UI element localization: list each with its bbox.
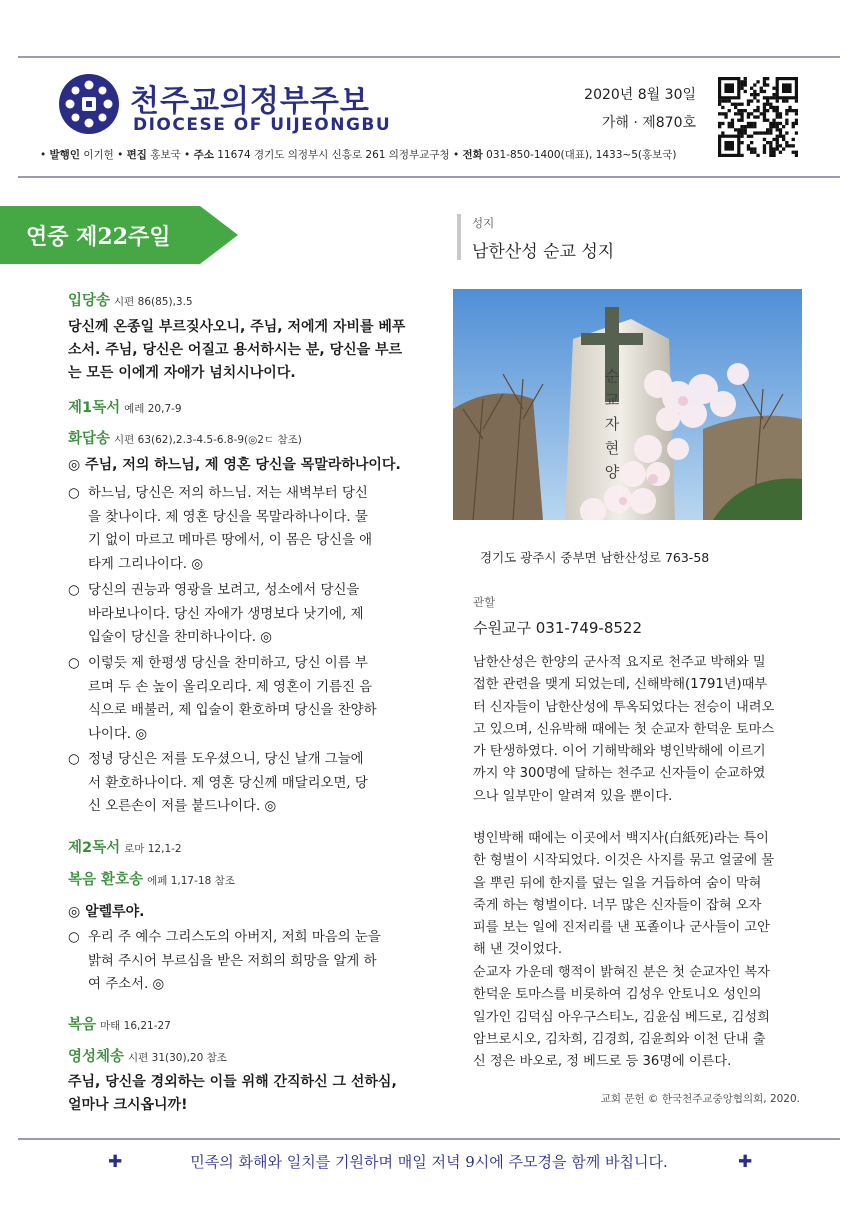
verse-line: 이렇듯 제 한평생 당신을 찬미하고, 당신 이름 부 bbox=[88, 656, 368, 671]
gospel-ref: 마태 16,21-27 bbox=[100, 1020, 171, 1032]
phone: 031-850-1400(대표), 1433~5(홍보국) bbox=[486, 149, 677, 161]
editor: 홍보국 bbox=[150, 149, 181, 161]
gospel-acclamation-label bbox=[68, 868, 235, 889]
inscription-char: 교 bbox=[604, 391, 620, 409]
publisher-label: 발행인 bbox=[49, 149, 80, 161]
verse-line: 타게 그리나이다. ◎ bbox=[88, 556, 204, 572]
phone-label: 전화 bbox=[462, 149, 483, 161]
source-credit: 교회 문헌 © 한국천주교중앙협의회, 2020. bbox=[600, 1093, 800, 1105]
psalm-label-text: 화답송 bbox=[68, 431, 111, 447]
first-reading-label bbox=[68, 396, 182, 417]
inscription-char: 자 bbox=[604, 415, 620, 433]
verse-line: 르며 두 손 높이 올리오리다. 제 영혼이 기름진 음 bbox=[88, 679, 373, 695]
communion-antiphon-label bbox=[68, 1045, 227, 1066]
verse-line: 을 찾나이다. 제 영혼 당신을 목말라하나이다. 물 bbox=[88, 509, 368, 525]
paragraph-line: 병인박해 때에는 이곳에서 백지사(白紙死)라는 특이 bbox=[473, 831, 769, 846]
paragraph-line: 을 뿌린 뒤에 한지를 덮는 일을 거듭하여 숨이 막혀 bbox=[473, 875, 762, 891]
publication-info: • 발행인 이기헌 • 편집 홍보국 • 주소 11674 경기도 의정부시 신흥로 261 의정부교구청 • 전화 031-850-1400(대표), 1433~5(홍보국) bbox=[40, 149, 677, 161]
week-title: 연중 제22주일 bbox=[26, 224, 171, 250]
entrance-label-text: 입당송 bbox=[68, 293, 111, 309]
cross-icon: ✚ bbox=[108, 1152, 123, 1172]
psalm-verse-3 bbox=[68, 652, 440, 746]
paragraph-line: 터 신자들이 남한산성에 투옥되었다는 전승이 내려오 bbox=[473, 699, 775, 715]
paragraph-line: 으나 일부만이 알려져 있을 뿐이다. bbox=[473, 788, 673, 804]
entrance-ref: 시편 86(85),3.5 bbox=[114, 296, 193, 308]
paragraph-line: 죽게 하는 형벌이다. 너무 많은 신자들이 잡혀 오자 bbox=[473, 897, 762, 913]
psalm-ref: 시편 63(62),2.3-4.5-6.8-9(◎2ㄷ 참조) bbox=[114, 434, 302, 446]
jurisdiction-label: 관할 bbox=[473, 595, 496, 609]
gospel-label-text: 복음 bbox=[68, 1017, 97, 1033]
verse-line: 바라보나이다. 당신 자애가 생명보다 낫기에, 제 bbox=[88, 606, 364, 622]
psalm-label bbox=[68, 427, 302, 448]
verse-line: 여 주소서. ◎ bbox=[88, 977, 165, 992]
gospel-acclamation-label-text: 복음 환호송 bbox=[68, 872, 144, 888]
verse-line: 신 오른손이 저를 붙드나이다. ◎ bbox=[88, 799, 277, 814]
gospel-acclamation-verse bbox=[68, 926, 440, 997]
verse-line: 나이다. ◎ bbox=[88, 726, 148, 742]
editor-label: 편집 bbox=[126, 149, 147, 161]
footer-rule bbox=[18, 1138, 840, 1140]
diocese-logo bbox=[58, 73, 120, 135]
verse-marker: ○ bbox=[68, 486, 80, 501]
verse-line: 식으로 배불러, 제 입술이 환호하며 당신을 찬양하 bbox=[88, 703, 377, 718]
category-bar bbox=[457, 214, 461, 260]
entrance-antiphon-text bbox=[68, 316, 438, 385]
inscription-char: 양 bbox=[604, 463, 620, 481]
first-reading-label-text: 제1독서 bbox=[68, 400, 121, 416]
paragraph-line: 해 낸 것이었다. bbox=[473, 942, 563, 958]
entrance-line: 소서. 주님, 당신은 어질고 용서하시는 분, 당신을 부르 bbox=[68, 342, 403, 358]
verse-marker: ○ bbox=[68, 583, 80, 598]
verse-line: 당신의 권능과 영광을 보려고, 성소에서 당신을 bbox=[88, 583, 360, 598]
second-reading-label bbox=[68, 836, 182, 857]
psalm-verse-1 bbox=[68, 482, 440, 576]
communion-line: 얼마나 크시옵니까! bbox=[68, 1097, 188, 1113]
category-label: 성지 bbox=[472, 216, 495, 230]
inscription-char: 현 bbox=[604, 439, 620, 457]
verse-line: 서 환호하나이다. 제 영혼 당신께 매달리오면, 당 bbox=[88, 775, 368, 791]
shrine-paragraph-3 bbox=[473, 962, 813, 1073]
psalm-response: ◎ 주님, 저의 하느님, 제 영혼 당신을 목말라하나이다. bbox=[68, 457, 401, 473]
communion-ref: 시편 31(30),20 참조 bbox=[128, 1052, 227, 1064]
issue-number: 가해 · 제870호 bbox=[601, 115, 696, 131]
paragraph-line: 남한산성은 한양의 군사적 요지로 천주교 박해와 밀 bbox=[473, 655, 766, 670]
paragraph-line: 피를 보는 일에 진저리를 낸 포졸이나 군사들이 고안 bbox=[473, 920, 770, 936]
newsletter-title: 천주교의정부주보 bbox=[130, 84, 370, 119]
communion-line: 주님, 당신을 경외하는 이들 위해 간직하신 그 선하심, bbox=[68, 1074, 397, 1090]
shrine-paragraph-1 bbox=[473, 652, 813, 808]
verse-line: 우리 주 예수 그리스도의 아버지, 저희 마음의 눈을 bbox=[88, 930, 381, 945]
paragraph-line: 순교자 가운데 행적이 밝혀진 분은 첫 순교자인 복자 bbox=[473, 965, 770, 980]
verse-line: 밝혀 주시어 부르심을 받은 저희의 희망을 알게 하 bbox=[88, 953, 377, 969]
qr-code[interactable] bbox=[718, 77, 798, 157]
entrance-line: 당신께 온종일 부르짖사오니, 주님, 저에게 자비를 베푸 bbox=[68, 319, 406, 335]
paragraph-line: 가 탄생하였다. 이어 기해박해와 병인박해에 이르기 bbox=[473, 744, 766, 760]
shrine-paragraph-2 bbox=[473, 828, 813, 962]
second-reading-label-text: 제2독서 bbox=[68, 840, 121, 856]
paragraph-line: 접한 관련을 맺게 되었는데, 신해박해(1791년)때부 bbox=[473, 677, 768, 693]
publisher: 이기헌 bbox=[83, 149, 114, 161]
communion-antiphon-text bbox=[68, 1071, 448, 1117]
entrance-line: 는 모든 이에게 자애가 넘치시나이다. bbox=[68, 365, 296, 381]
header-bottom-rule bbox=[18, 176, 840, 178]
verse-line: 정녕 당신은 저를 도우셨으니, 당신 날개 그늘에 bbox=[88, 752, 364, 767]
cross-icon: ✚ bbox=[738, 1152, 753, 1172]
inscription-char: 순 bbox=[604, 367, 620, 385]
newsletter-subtitle: DIOCESE OF UIJEONGBU bbox=[133, 115, 392, 135]
issue-date: 2020년 8월 30일 bbox=[584, 87, 696, 103]
shrine-address: 경기도 광주시 중부면 남한산성로 763-58 bbox=[480, 550, 710, 565]
first-reading-ref: 예레 20,7-9 bbox=[124, 403, 182, 415]
verse-line: 하느님, 당신은 저의 하느님. 저는 새벽부터 당신 bbox=[88, 486, 368, 501]
gospel-acclamation-ref: 에페 1,17-18 참조 bbox=[147, 875, 235, 887]
address: 11674 경기도 의정부시 신흥로 261 의정부교구청 bbox=[217, 149, 450, 161]
psalm-verse-2 bbox=[68, 579, 440, 650]
verse-line: 기 없이 마르고 메마른 땅에서, 이 몸은 당신을 애 bbox=[88, 533, 373, 548]
verse-marker: ○ bbox=[68, 656, 80, 671]
paragraph-line: 한덕운 토마스를 비롯하여 김성우 안토니오 성인의 bbox=[473, 987, 762, 1003]
paragraph-line: 한 형벌이 시작되었다. 이것은 사지를 묶고 얼굴에 물 bbox=[473, 853, 775, 869]
communion-label-text: 영성체송 bbox=[68, 1049, 125, 1065]
paragraph-line: 신 정은 바오로, 정 베드로 등 36명에 이른다. bbox=[473, 1054, 732, 1070]
paragraph-line: 암브로시오, 김차희, 김경희, 김윤희와 이천 단내 출 bbox=[473, 1031, 766, 1047]
shrine-title: 남한산성 순교 성지 bbox=[472, 242, 615, 262]
paragraph-line: 일가인 김덕심 아우구스티노, 김윤심 베드로, 김성희 bbox=[473, 1009, 770, 1025]
verse-marker: ○ bbox=[68, 752, 80, 767]
footer-prayer-notice: 민족의 화해와 일치를 기원하며 매일 저녁 9시에 주모경을 함께 바칩니다. bbox=[190, 1153, 668, 1171]
shrine-photo bbox=[453, 289, 802, 520]
paragraph-line: 고 있으며, 신유박해 때에는 첫 순교자 한덕운 토마스 bbox=[473, 721, 775, 737]
address-label: 주소 bbox=[193, 149, 214, 161]
gospel-label bbox=[68, 1013, 171, 1034]
paragraph-line: 까지 약 300명에 달하는 천주교 신자들이 순교하였 bbox=[473, 766, 766, 782]
alleluia-response: ◎ 알렐루야. bbox=[68, 904, 145, 920]
psalm-verse-4 bbox=[68, 748, 440, 819]
verse-marker: ○ bbox=[68, 930, 80, 945]
jurisdiction-contact: 수원교구 031-749-8522 bbox=[473, 619, 642, 637]
second-reading-ref: 로마 12,1-2 bbox=[124, 843, 182, 855]
top-rule bbox=[18, 56, 840, 58]
verse-line: 입술이 당신을 찬미하나이다. ◎ bbox=[88, 630, 272, 645]
entrance-antiphon-label bbox=[68, 289, 193, 310]
